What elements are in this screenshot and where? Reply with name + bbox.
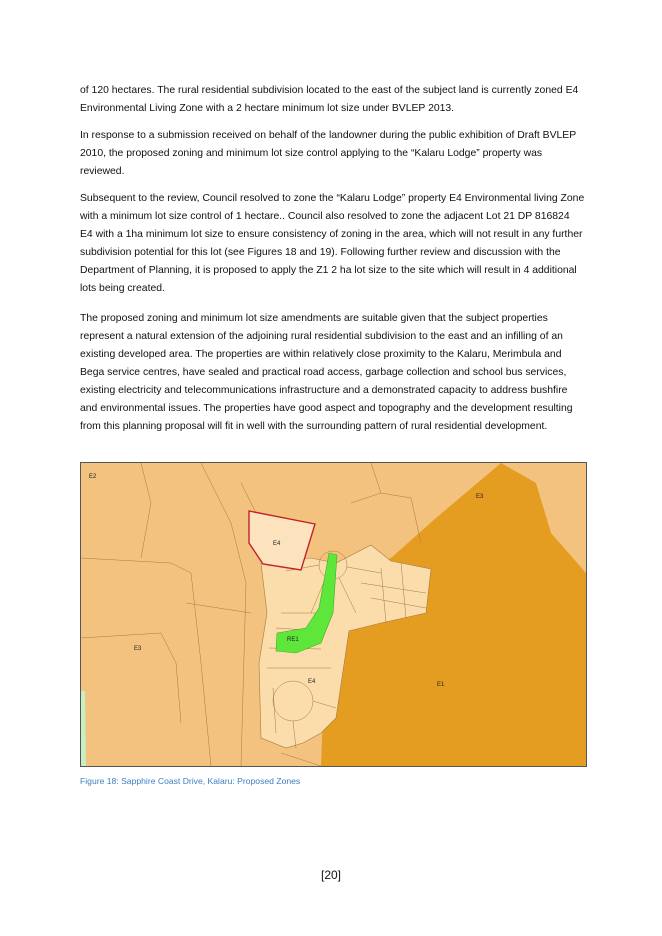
- map-label-re1: RE1: [287, 637, 299, 643]
- map-label-e4-lower: E4: [308, 679, 316, 685]
- map-label-e4-subject: E4: [273, 541, 281, 547]
- zoning-map: [81, 463, 586, 766]
- map-label-e3-northeast: E3: [476, 494, 484, 500]
- page-number: [20]: [320, 868, 341, 882]
- map-label-e1: E1: [437, 682, 445, 688]
- map-label-e2: E2: [89, 474, 97, 480]
- body-paragraph: In response to a submission received on behalf of the landowner during the public exhibition of Draft BVLEP 2010, the proposed zoning and minimum lot size control applying to the “Kalaru Lodge” property was reviewed.: [80, 130, 576, 177]
- map-label-e3-west: E3: [134, 646, 142, 652]
- figure-caption: Figure 18: Sapphire Coast Drive, Kalaru: Proposed Zones: [80, 776, 301, 786]
- body-paragraph: Subsequent to the review, Council resolved to zone the “Kalaru Lodge” property E4 Environmental living Zone with a minimum lot size control of 1 hectare.. Council also resolved to zone the adjacent Lot 21 DP 816824 E4 with a 1ha minimum lot size to ensure consistency of zoning in the area, which will not result in any further subdivision potential for this lot (see Figures 18 and 19). Following further review and discussion with the Department of Planning, it is proposed to apply the Z1 2 ha lot size to the site which will result in 4 additional lots being created.: [80, 193, 585, 294]
- body-paragraph: The proposed zoning and minimum lot size amendments are suitable given that the subject properties represent a natural extension of the adjoining rural residential subdivision to the east and an infilling of an existing developed area. The properties are within relatively close proximity to the Kalaru, Merimbula and Bega service centres, have sealed and practical road access, garbage collection and school bus services, existing electricity and telecommunications infrastructure and a demonstrated capacity to address bushfire and environmental issues. The properties have good aspect and topography and the development resulting from this planning proposal will fit in well with the surrounding pattern of rural residential development.: [80, 313, 573, 432]
- zoning-map-figure: [80, 462, 587, 767]
- body-paragraph: of 120 hectares. The rural residential subdivision located to the east of the subject land is currently zoned E4 Environmental Living Zone with a 2 hectare minimum lot size under BVLEP 2013.: [80, 85, 579, 114]
